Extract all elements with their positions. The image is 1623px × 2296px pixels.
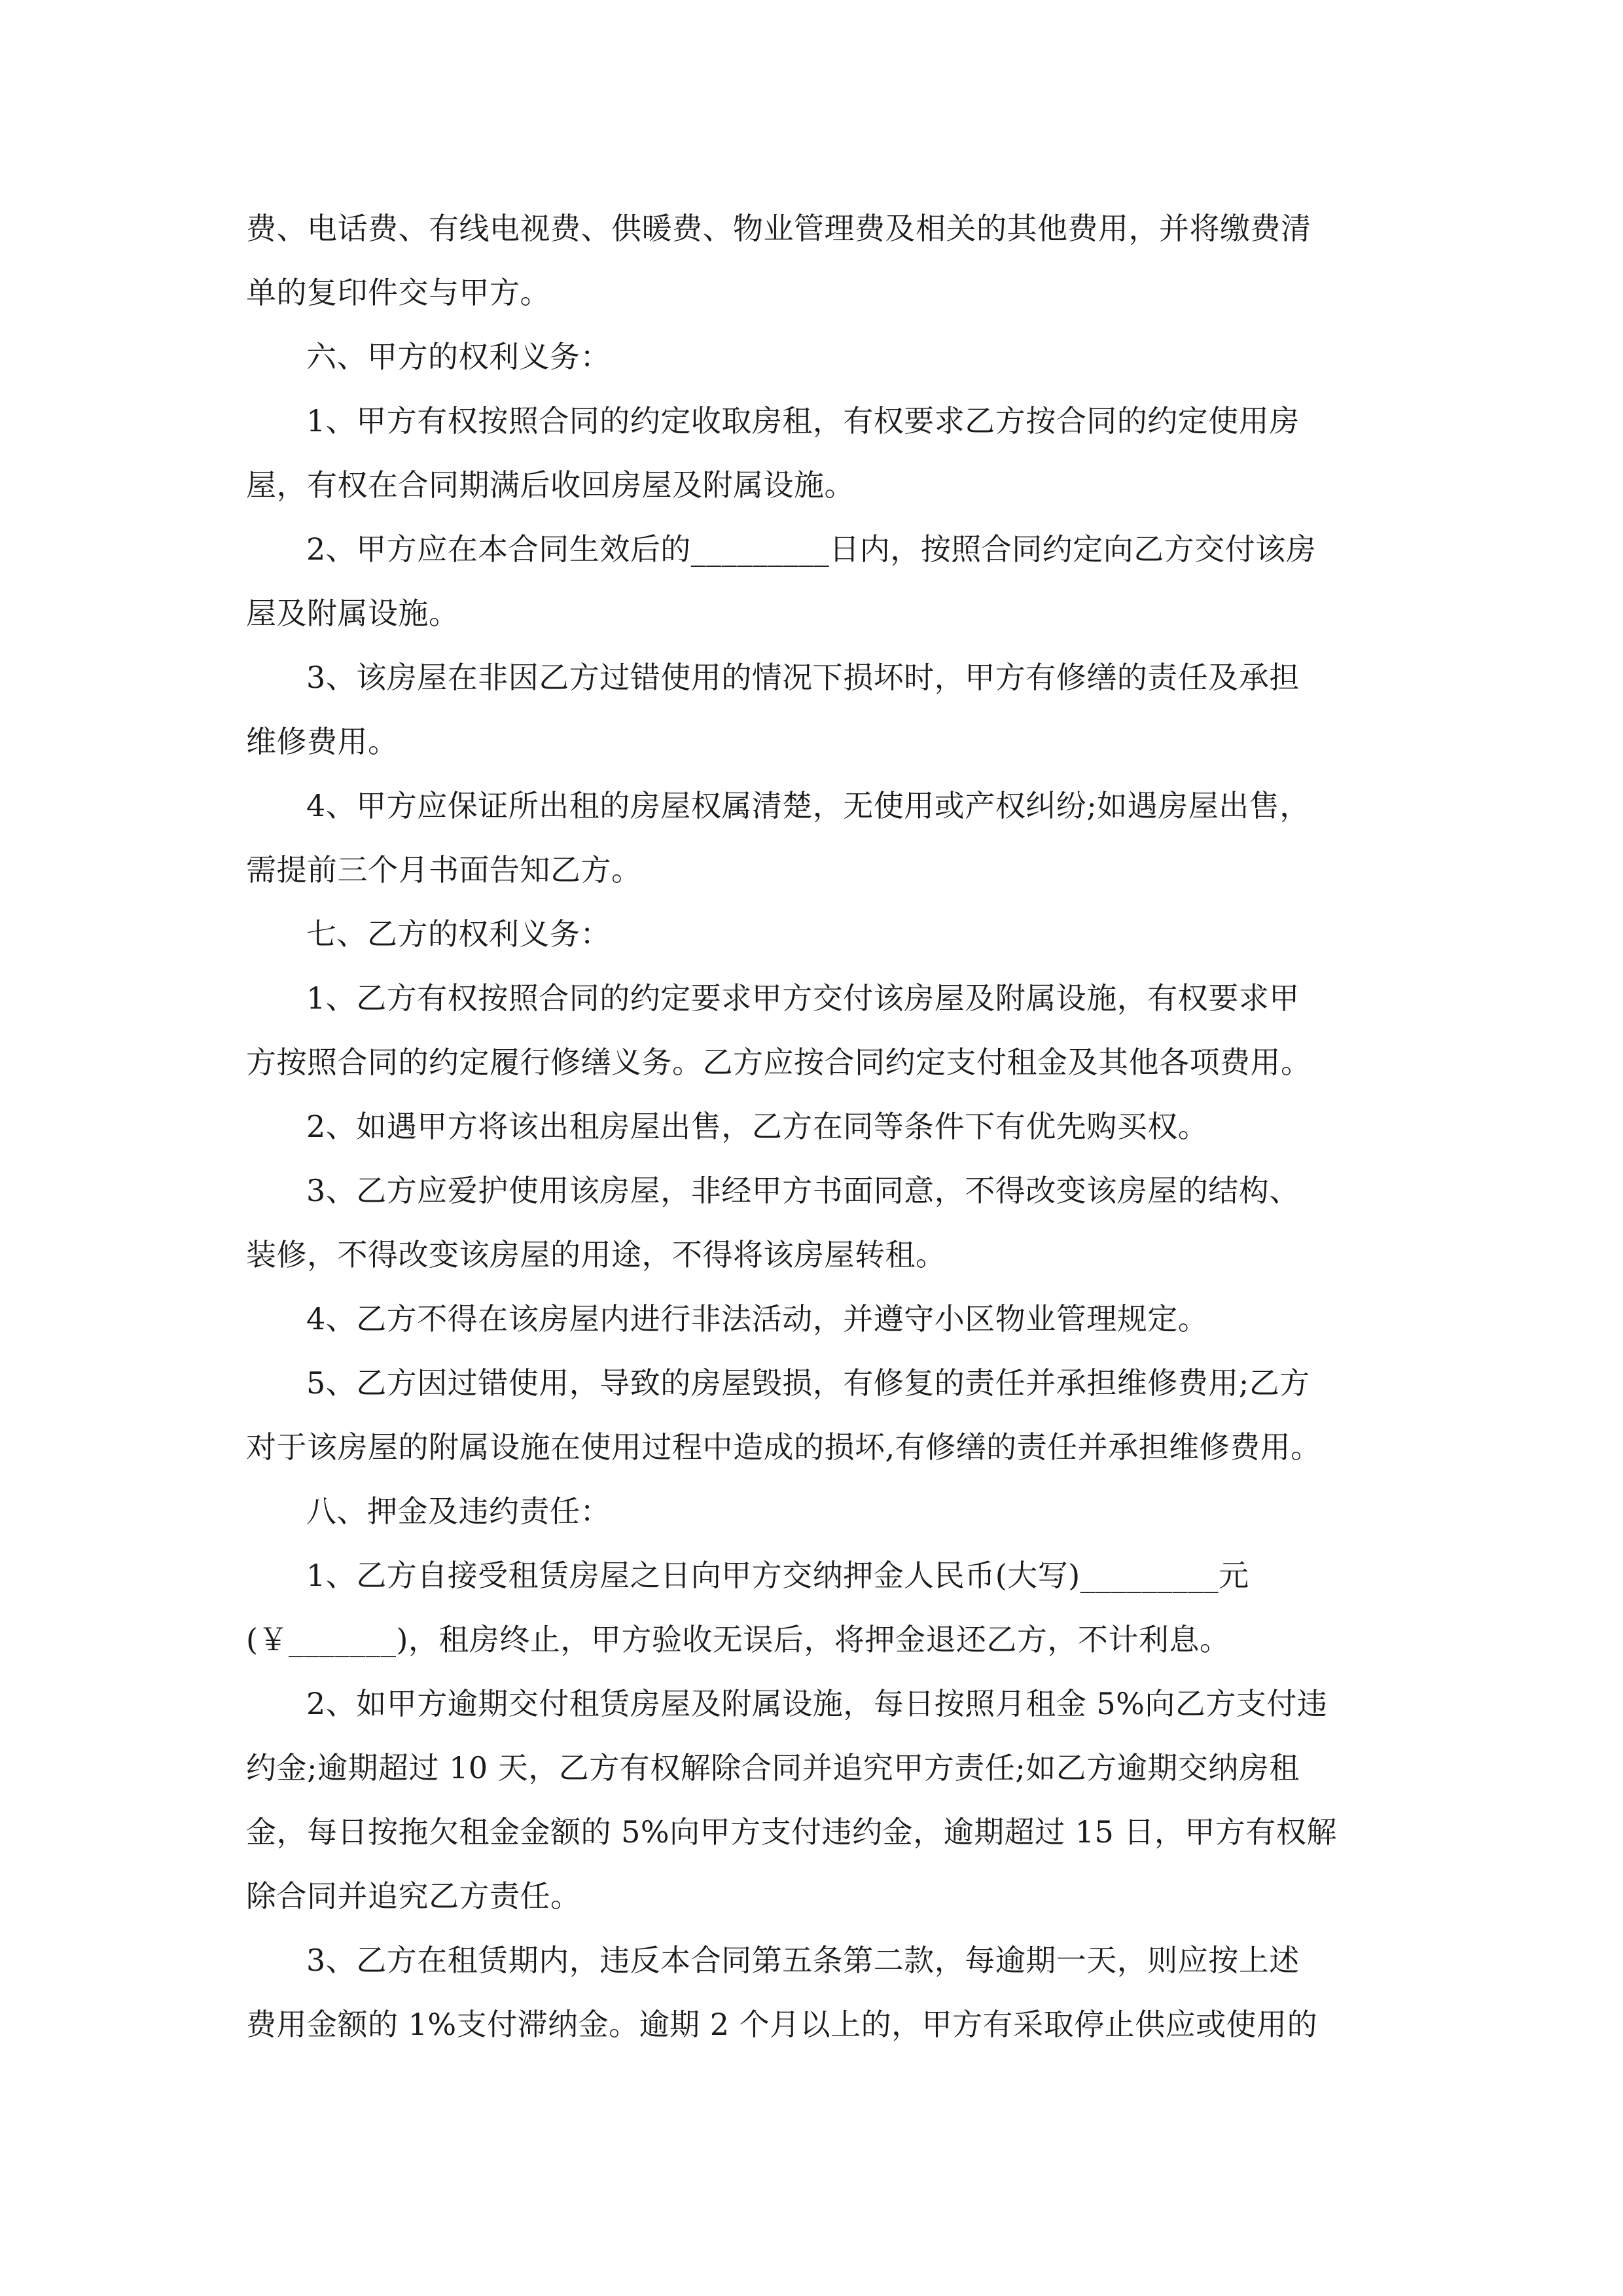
text-line: 费用金额的 1%支付滞纳金。逾期 2 个月以上的，甲方有采取停止供应或使用的 xyxy=(246,2007,1318,2042)
text-line: 3、乙方在租赁期内，违反本合同第五条第二款，每逾期一天，则应按上述 xyxy=(306,1943,1300,1978)
text-line: 4、甲方应保证所出租的房屋权属清楚，无使用或产权纠纷;如遇房屋出售， xyxy=(306,788,1310,823)
text-line: 4、乙方不得在该房屋内进行非法活动，并遵守小区物业管理规定。 xyxy=(306,1301,1209,1336)
section-heading: 八、押金及违约责任： xyxy=(306,1494,611,1529)
text-line: 2、如遇甲方将该出租房屋出售，乙方在同等条件下有优先购买权。 xyxy=(306,1109,1209,1144)
text-line: 除合同并追究乙方责任。 xyxy=(246,1878,581,1914)
text-line: 金，每日按拖欠租金金额的 5%向甲方支付违约金，逾期超过 15 日，甲方有权解 xyxy=(246,1814,1337,1850)
text-line: 屋，有权在合同期满后收回房屋及附属设施。 xyxy=(246,467,855,503)
text-line: 5、乙方因过错使用，导致的房屋毁损，有修复的责任并承担维修费用;乙方 xyxy=(306,1365,1310,1401)
text-line: 屋及附属设施。 xyxy=(246,596,459,631)
text-line: 费、电话费、有线电视费、供暖费、物业管理费及相关的其他费用，并将缴费清 xyxy=(246,211,1311,246)
text-line: 方按照合同的约定履行修缮义务。乙方应按合同约定支付租金及其他各项费用。 xyxy=(246,1045,1311,1080)
section-heading: 七、乙方的权利义务： xyxy=(306,916,611,952)
text-line: 1、乙方有权按照合同的约定要求甲方交付该房屋及附属设施，有权要求甲 xyxy=(306,980,1300,1016)
text-line: (￥_______)，租房终止，甲方验收无误后，将押金退还乙方，不计利息。 xyxy=(246,1622,1230,1657)
section-heading: 六、甲方的权利义务： xyxy=(306,339,611,374)
text-line: 2、甲方应在本合同生效后的_________日内，按照合同约定向乙方交付该房 xyxy=(306,531,1317,567)
text-line: 1、乙方自接受租赁房屋之日向甲方交纳押金人民币(大写)_________元 xyxy=(306,1558,1249,1593)
text-line: 需提前三个月书面告知乙方。 xyxy=(246,852,642,888)
text-line: 对于该房屋的附属设施在使用过程中造成的损坏,有修缮的责任并承担维修费用。 xyxy=(246,1429,1321,1465)
text-line: 2、如甲方逾期交付租赁房屋及附属设施，每日按照月租金 5%向乙方支付违 xyxy=(306,1686,1328,1721)
text-line: 1、甲方有权按照合同的约定收取房租，有权要求乙方按合同的约定使用房 xyxy=(306,403,1300,439)
text-line: 装修，不得改变该房屋的用途，不得将该房屋转租。 xyxy=(246,1237,946,1272)
text-line: 3、乙方应爱护使用该房屋，非经甲方书面同意，不得改变该房屋的结构、 xyxy=(306,1173,1300,1208)
document-body xyxy=(246,196,1418,2056)
text-line: 维修费用。 xyxy=(246,724,399,759)
text-line: 单的复印件交与甲方。 xyxy=(246,275,550,310)
text-line: 约金;逾期超过 10 天，乙方有权解除合同并追究甲方责任;如乙方逾期交纳房租 xyxy=(246,1750,1300,1785)
text-line: 3、该房屋在非因乙方过错使用的情况下损坏时，甲方有修缮的责任及承担 xyxy=(306,660,1300,695)
